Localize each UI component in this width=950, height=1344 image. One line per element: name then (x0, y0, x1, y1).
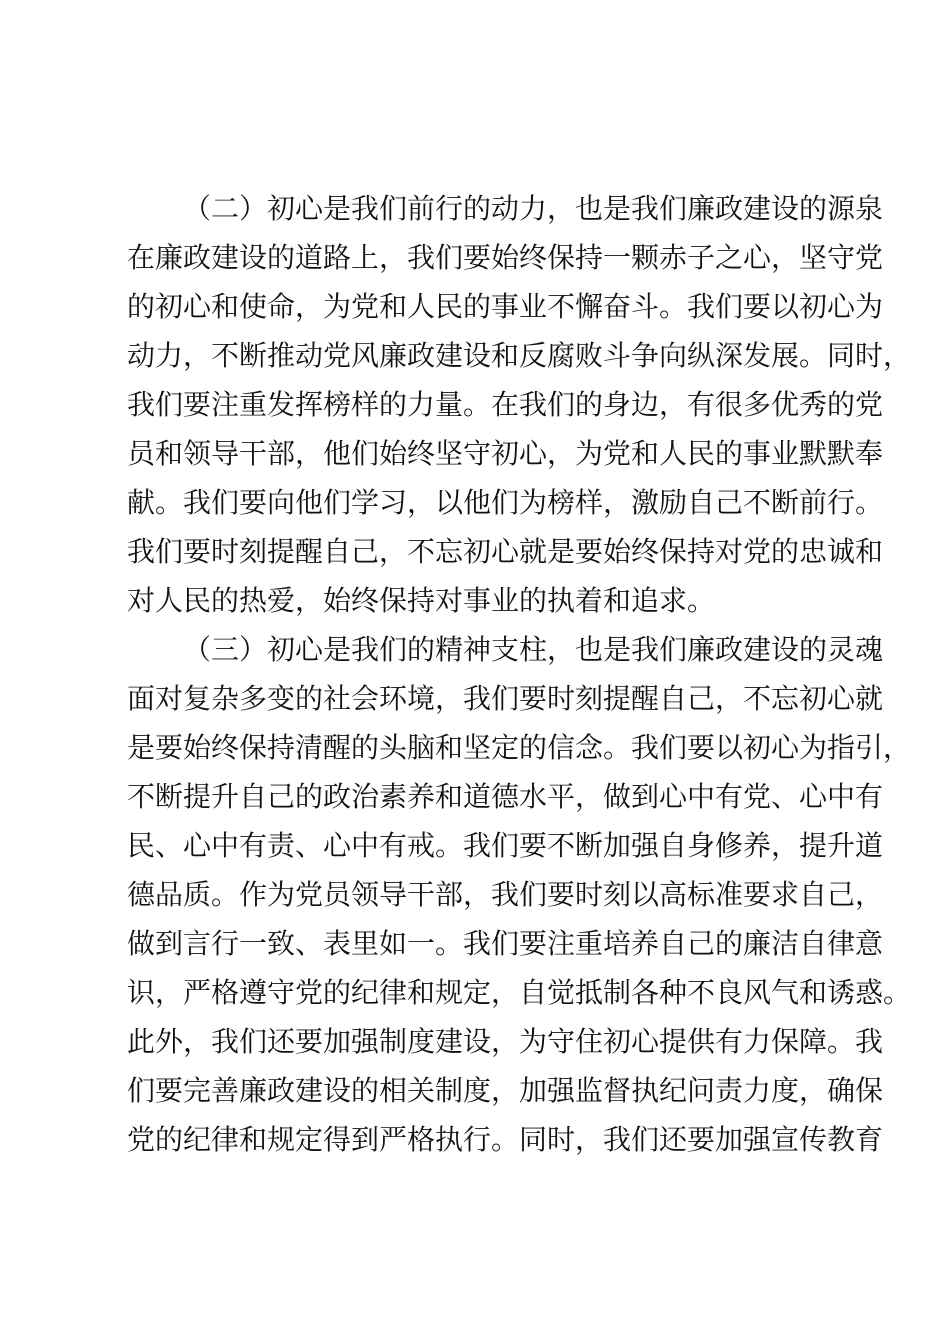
paragraph-heading-line: （三）初心是我们的精神支柱，也是我们廉政建设的灵魂 (183, 633, 884, 666)
paragraph-line: 党的纪律和规定得到严格执行。同时，我们还要加强宣传教育 (127, 1123, 884, 1156)
paragraph-line: 民、心中有责、心中有戒。我们要不断加强自身修养，提升道 (127, 829, 884, 862)
paragraph-heading-line: （二）初心是我们前行的动力，也是我们廉政建设的源泉 (183, 192, 884, 225)
paragraph-line: 是要始终保持清醒的头脑和坚定的信念。我们要以初心为指引， (127, 731, 912, 764)
paragraph-line: 不断提升自己的政治素养和道德水平，做到心中有党、心中有 (127, 780, 884, 813)
paragraph-line: 我们要注重发挥榜样的力量。在我们的身边，有很多优秀的党 (127, 388, 884, 421)
paragraph-line: 在廉政建设的道路上，我们要始终保持一颗赤子之心，坚守党 (127, 241, 884, 274)
paragraph-line: 我们要时刻提醒自己，不忘初心就是要始终保持对党的忠诚和 (127, 535, 884, 568)
paragraph-line: 此外，我们还要加强制度建设，为守住初心提供有力保障。我 (127, 1025, 884, 1058)
paragraph-section-3 (127, 625, 912, 1164)
paragraph-line: 献。我们要向他们学习，以他们为榜样，激励自己不断前行。 (127, 486, 884, 519)
paragraph-line: 对人民的热爱，始终保持对事业的执着和追求。 (127, 584, 716, 617)
paragraph-line: 德品质。作为党员领导干部，我们要时刻以高标准要求自己， (127, 878, 884, 911)
paragraph-line: 员和领导干部，他们始终坚守初心，为党和人民的事业默默奉 (127, 437, 884, 470)
paragraph-line: 们要完善廉政建设的相关制度，加强监督执纪问责力度，确保 (127, 1074, 884, 1107)
paragraph-line: 动力，不断推动党风廉政建设和反腐败斗争向纵深发展。同时， (127, 339, 912, 372)
paragraph-line: 识，严格遵守党的纪律和规定，自觉抵制各种不良风气和诱惑。 (127, 976, 912, 1009)
document-body (127, 184, 912, 1164)
paragraph-line: 的初心和使命，为党和人民的事业不懈奋斗。我们要以初心为 (127, 290, 884, 323)
paragraph-line: 面对复杂多变的社会环境，我们要时刻提醒自己，不忘初心就 (127, 682, 884, 715)
paragraph-section-2 (127, 184, 912, 625)
paragraph-line: 做到言行一致、表里如一。我们要注重培养自己的廉洁自律意 (127, 927, 884, 960)
